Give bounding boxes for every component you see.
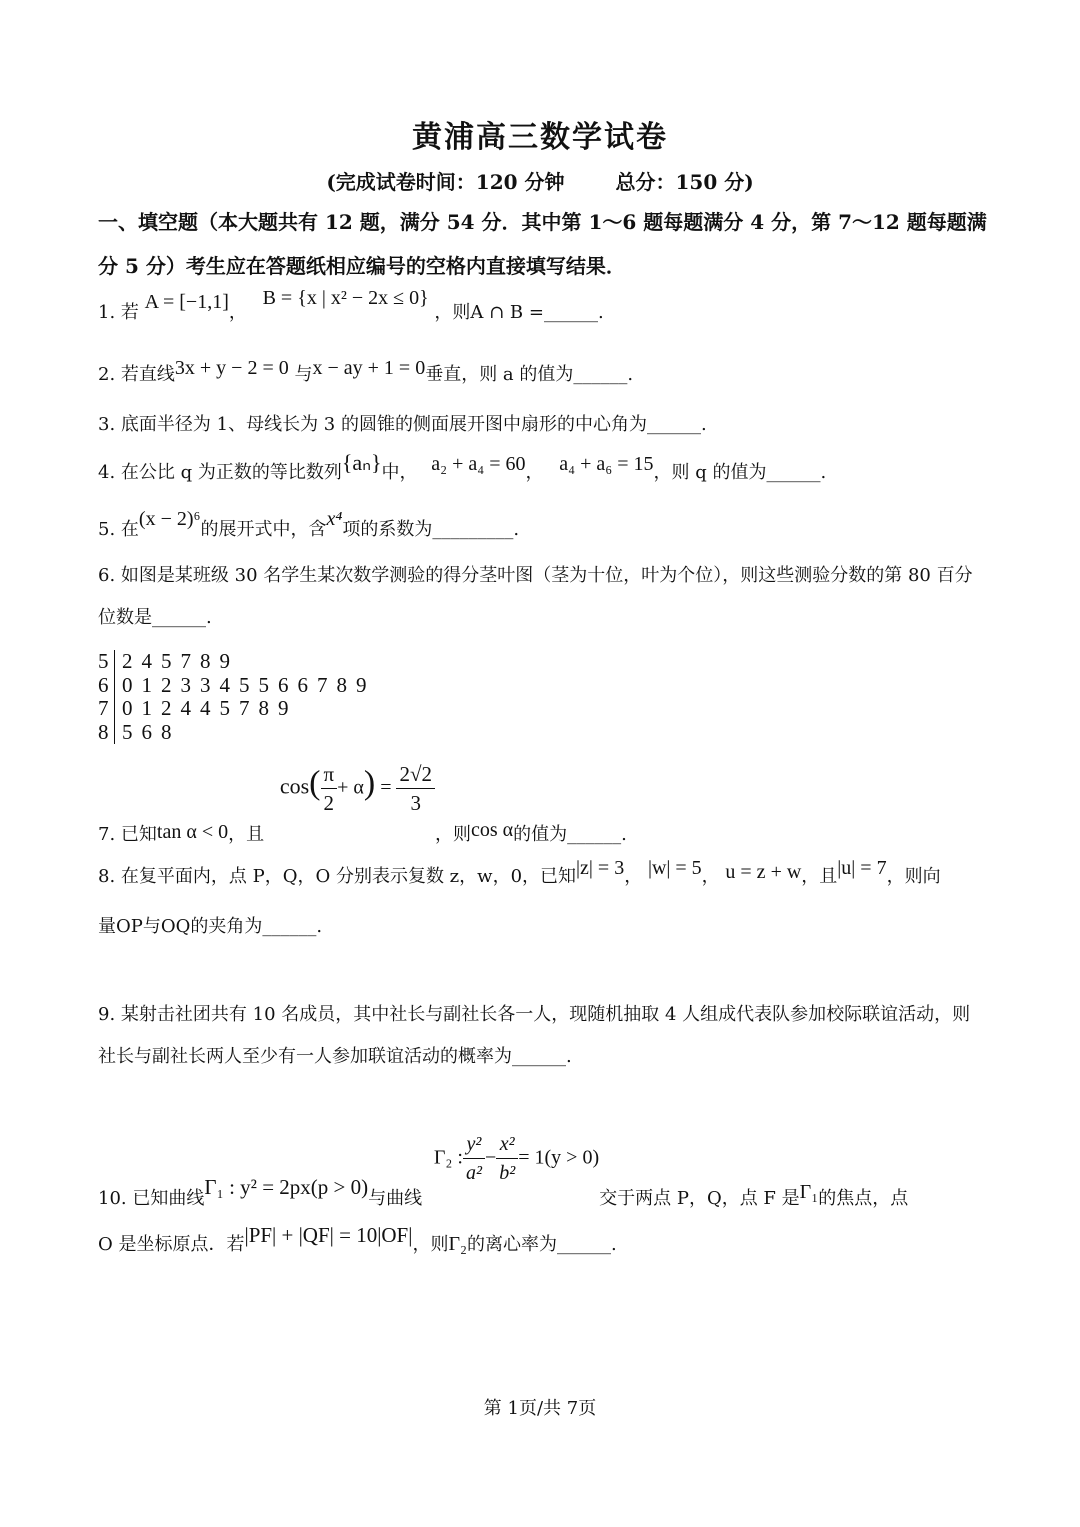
q4-prefix: 4. 在公比 q 为正数的等比数列 [98,462,342,483]
stem-divider [114,650,115,674]
section-header: 一、填空题（本大题共有 12 题，满分 54 分．其中第 1～6 题每题满分 4 分，第 7～12 题每题满分 5 分）考生应在答题纸相应编号的空格内直接填写结果． [98,210,987,278]
q8-z: |z| = 3 [576,857,625,879]
q10-tail1: 交于两点 P，Q，点 F 是 [599,1187,800,1209]
q2-tail: 垂直，则 a 的值为______. [425,364,634,385]
q2-line2: x − ay + 1 = 0 [312,357,426,379]
q5-mid: 的展开式中，含 [200,519,327,540]
leaf-values: 0123345566789 [122,672,376,697]
q10-minus: − [484,1146,497,1169]
q8-mid: ，且 [801,866,838,887]
q8-u-abs: |u| = 7 [837,857,887,879]
q4-sep: ， [525,462,544,483]
question-9: 9. 某射击社团共有 10 名成员，其中社长与副社长各一人，现随机抽取 4 人组成代表队参加校际联谊活动，则社长与副社长两人至少有一人参加联谊活动的概率为______. [98,1004,971,1067]
q5-expr: (x − 2)⁶ [138,508,201,530]
q5-tail: 项的系数为_________. [342,519,520,540]
question-8-line2: 量OP与OQ的夹角为______. [98,916,323,937]
exam-total-score: 总分：150 分) [615,170,754,194]
question-5 [98,508,520,541]
q7-condition: tan α < 0 [156,820,229,843]
q7-pi: π [321,760,338,789]
leaf-values: 568 [122,719,181,744]
q10-x2: x² [496,1130,518,1159]
stem-value: 5 [98,649,109,673]
q7-paren-close: ) [363,764,376,802]
question-6: 6. 如图是某班级 30 名学生某次数学测验的得分茎叶图（茎为十位，叶为个位），则这些测验分数的第 80 百分位数是______. [98,565,973,628]
exam-time: (完成试卷时间：120 分钟 [326,170,565,194]
q10-frac-y [463,1130,485,1187]
q7-frac-pi [321,760,338,817]
q10-gamma2-rhs: = 1(y > 0) [518,1146,600,1169]
q10-prefix: 10. 已知曲线 [98,1187,205,1209]
question-10 [98,1130,909,1209]
q10-mid: 与曲线 [368,1187,423,1209]
q7-two: 2 [323,791,335,815]
q5-term: x⁴ [326,508,343,530]
q7-tail-pre: ，则 [435,823,472,845]
stem-divider [114,697,115,721]
leaf-values: 245789 [122,649,239,673]
stem-divider [114,674,115,698]
q10-b2: b² [499,1162,516,1184]
stem-value: 6 [98,672,109,697]
q10-gamma1-ref: Γ₁ [799,1180,819,1203]
question-3: 3. 底面半径为 1、母线长为 3 的圆锥的侧面展开图中扇形的中心角为______. [98,414,707,435]
q7-frac-rhs [396,760,435,817]
stem-value: 8 [98,719,109,744]
q4-tail: ，则 q 的值为______. [653,462,827,483]
q8-w: |w| = 5 [647,857,702,879]
q1-set-a: A = [−1,1] [144,291,229,313]
page-footer: 第 1页/共 7页 [483,1398,597,1419]
q10-gamma1-eq: Γ₁ : y² = 2px(p > 0) [204,1174,369,1199]
q7-prefix: 7. 已知 [98,823,157,845]
question-8 [98,857,941,888]
q10-gamma2-ref: Γ₂ [448,1233,467,1255]
q7-rhs-num: 2√2 [396,760,435,789]
q7-tail: 的值为______. [513,823,627,845]
q7-cos: cos [279,773,310,799]
question-10-line2 [98,1223,617,1256]
exam-subtitle [0,166,1080,195]
q8-sep1: ， [624,866,643,887]
q7-cos-alpha: cos α [471,818,514,841]
q1-prefix: 1. 若 [98,302,139,323]
q10-line2-tail: 的离心率为______. [467,1234,617,1255]
q8-line1-prefix: 8. 在复平面内，点 P，Q，O 分别表示复数 z，w，0，已知 [98,866,577,887]
q4-eq2: a₄ + a₆ = 15 [559,453,654,475]
q7-paren-open: ( [309,764,321,802]
q10-gamma2-eq [434,1130,599,1187]
q7-mid: ，且 [228,823,265,845]
q2-prefix: 2. 若直线 [98,364,175,385]
q7-rhs-den: 3 [410,791,421,815]
q4-eq1: a₂ + a₄ = 60 [431,453,526,475]
q10-gamma2-label: Γ₂ : [433,1146,463,1169]
q10-y2: y² [463,1130,485,1159]
q7-equation [280,760,435,817]
leaf-values: 012445789 [122,696,298,720]
q7-plus-alpha: + α [337,776,364,799]
q10-condition: |PF| + |QF| = 10|OF| [244,1223,413,1247]
q8-u: u = z + w [725,861,802,883]
q10-frac-x [496,1130,518,1187]
question-1 [98,287,604,324]
q2-line1: 3x + y − 2 = 0 [174,357,289,379]
q7-equals: = [375,776,397,799]
question-7 [98,760,627,845]
q10-line2-post: ，则 [412,1234,449,1255]
stem-value: 7 [98,696,109,720]
q5-prefix: 5. 在 [98,519,139,540]
question-2 [98,357,634,386]
q8-sep2: ， [701,866,720,887]
question-4 [98,450,827,484]
q10-a2: a² [465,1162,482,1184]
stem-divider [114,721,115,745]
q8-tail: ，则向 [886,866,941,887]
q4-mid: 中， [381,462,418,483]
q10-tail2: 的焦点，点 [818,1187,909,1209]
q1-sep: ， [228,302,247,323]
q1-set-b: B = {x | x² − 2x ≤ 0} [262,287,429,309]
exam-title: 黄浦高三数学试卷 [412,120,668,155]
q1-tail: ，则A ∩ B =______. [434,302,604,323]
q4-seq: {aₙ} [341,450,382,475]
q2-mid: 与 [294,364,313,385]
q10-line2-prefix: O 是坐标原点．若 [98,1234,245,1255]
